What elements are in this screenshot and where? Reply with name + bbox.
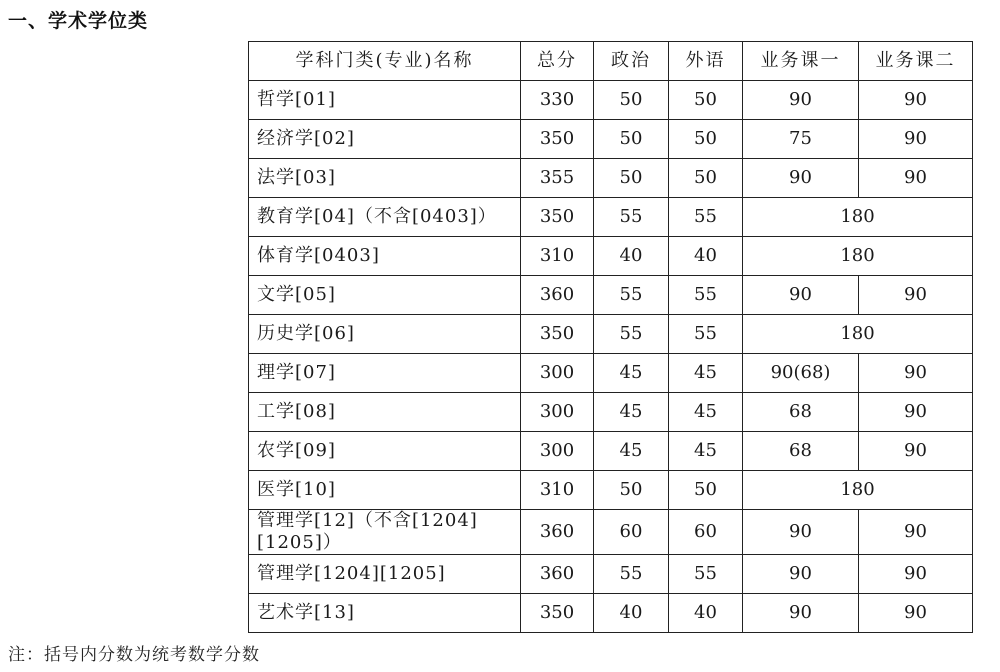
cell-language: 50 (669, 120, 743, 159)
cell-language: 45 (669, 432, 743, 471)
cell-course1: 75 (743, 120, 859, 159)
cell-politics: 50 (594, 471, 669, 510)
cell-course2: 90 (859, 159, 973, 198)
cell-combined-courses: 180 (743, 471, 973, 510)
table-header-row (249, 42, 973, 81)
footnote: 注：括号内分数为统考数学分数 (8, 645, 260, 665)
cell-politics: 40 (594, 594, 669, 633)
cell-total: 360 (521, 276, 594, 315)
table-row (249, 81, 973, 120)
cell-name: 经济学[02] (249, 120, 521, 159)
cell-politics: 55 (594, 276, 669, 315)
cell-course2: 90 (859, 81, 973, 120)
cell-language: 55 (669, 555, 743, 594)
table-row (249, 198, 973, 237)
cell-name: 农学[09] (249, 432, 521, 471)
cell-course1: 68 (743, 432, 859, 471)
cell-politics: 45 (594, 354, 669, 393)
cell-language: 50 (669, 471, 743, 510)
cell-language: 40 (669, 594, 743, 633)
cell-name: 管理学[12]（不含[1204][1205]） (249, 510, 521, 555)
cell-course2: 90 (859, 594, 973, 633)
header-politics: 政治 (594, 42, 669, 81)
cell-politics: 40 (594, 237, 669, 276)
cell-language: 45 (669, 354, 743, 393)
cell-course1: 90 (743, 276, 859, 315)
cell-language: 50 (669, 159, 743, 198)
cell-politics: 55 (594, 315, 669, 354)
cell-language: 55 (669, 198, 743, 237)
table-row (249, 315, 973, 354)
cell-name: 体育学[0403] (249, 237, 521, 276)
header-course2: 业务课二 (859, 42, 973, 81)
table-row (249, 432, 973, 471)
score-table (248, 41, 973, 633)
cell-language: 40 (669, 237, 743, 276)
cell-language: 55 (669, 276, 743, 315)
cell-course2: 90 (859, 393, 973, 432)
cell-name: 历史学[06] (249, 315, 521, 354)
section-title: 一、学术学位类 (8, 10, 149, 32)
cell-course2: 90 (859, 276, 973, 315)
cell-language: 55 (669, 315, 743, 354)
cell-total: 300 (521, 354, 594, 393)
table-row (249, 555, 973, 594)
cell-politics: 55 (594, 198, 669, 237)
cell-politics: 50 (594, 159, 669, 198)
cell-course1: 90 (743, 81, 859, 120)
cell-politics: 45 (594, 393, 669, 432)
cell-politics: 50 (594, 120, 669, 159)
cell-combined-courses: 180 (743, 198, 973, 237)
cell-combined-courses: 180 (743, 315, 973, 354)
cell-language: 60 (669, 510, 743, 555)
cell-total: 350 (521, 315, 594, 354)
cell-course2: 90 (859, 120, 973, 159)
cell-name: 教育学[04]（不含[0403]） (249, 198, 521, 237)
cell-politics: 50 (594, 81, 669, 120)
table-row (249, 237, 973, 276)
cell-course2: 90 (859, 510, 973, 555)
cell-total: 310 (521, 471, 594, 510)
cell-name: 艺术学[13] (249, 594, 521, 633)
cell-course1: 90 (743, 510, 859, 555)
cell-name: 哲学[01] (249, 81, 521, 120)
table-row (249, 510, 973, 555)
table-row (249, 393, 973, 432)
table-row (249, 354, 973, 393)
cell-language: 50 (669, 81, 743, 120)
cell-combined-courses: 180 (743, 237, 973, 276)
header-language: 外语 (669, 42, 743, 81)
cell-course2: 90 (859, 354, 973, 393)
cell-total: 360 (521, 510, 594, 555)
cell-total: 330 (521, 81, 594, 120)
cell-total: 300 (521, 393, 594, 432)
cell-total: 300 (521, 432, 594, 471)
cell-name: 管理学[1204][1205] (249, 555, 521, 594)
table-row (249, 120, 973, 159)
cell-name: 医学[10] (249, 471, 521, 510)
cell-total: 360 (521, 555, 594, 594)
cell-course2: 90 (859, 432, 973, 471)
cell-name: 工学[08] (249, 393, 521, 432)
header-name: 学科门类(专业)名称 (249, 42, 521, 81)
cell-total: 310 (521, 237, 594, 276)
cell-course1: 90 (743, 555, 859, 594)
cell-total: 350 (521, 198, 594, 237)
cell-name: 理学[07] (249, 354, 521, 393)
cell-course1: 90 (743, 594, 859, 633)
cell-course1: 90(68) (743, 354, 859, 393)
cell-total: 350 (521, 120, 594, 159)
cell-language: 45 (669, 393, 743, 432)
table-row (249, 159, 973, 198)
cell-total: 350 (521, 594, 594, 633)
cell-name: 法学[03] (249, 159, 521, 198)
cell-course1: 68 (743, 393, 859, 432)
cell-course2: 90 (859, 555, 973, 594)
cell-politics: 45 (594, 432, 669, 471)
table-row (249, 594, 973, 633)
cell-politics: 55 (594, 555, 669, 594)
cell-total: 355 (521, 159, 594, 198)
cell-course1: 90 (743, 159, 859, 198)
table-row (249, 471, 973, 510)
cell-politics: 60 (594, 510, 669, 555)
table-row (249, 276, 973, 315)
cell-name: 文学[05] (249, 276, 521, 315)
header-total: 总分 (521, 42, 594, 81)
header-course1: 业务课一 (743, 42, 859, 81)
